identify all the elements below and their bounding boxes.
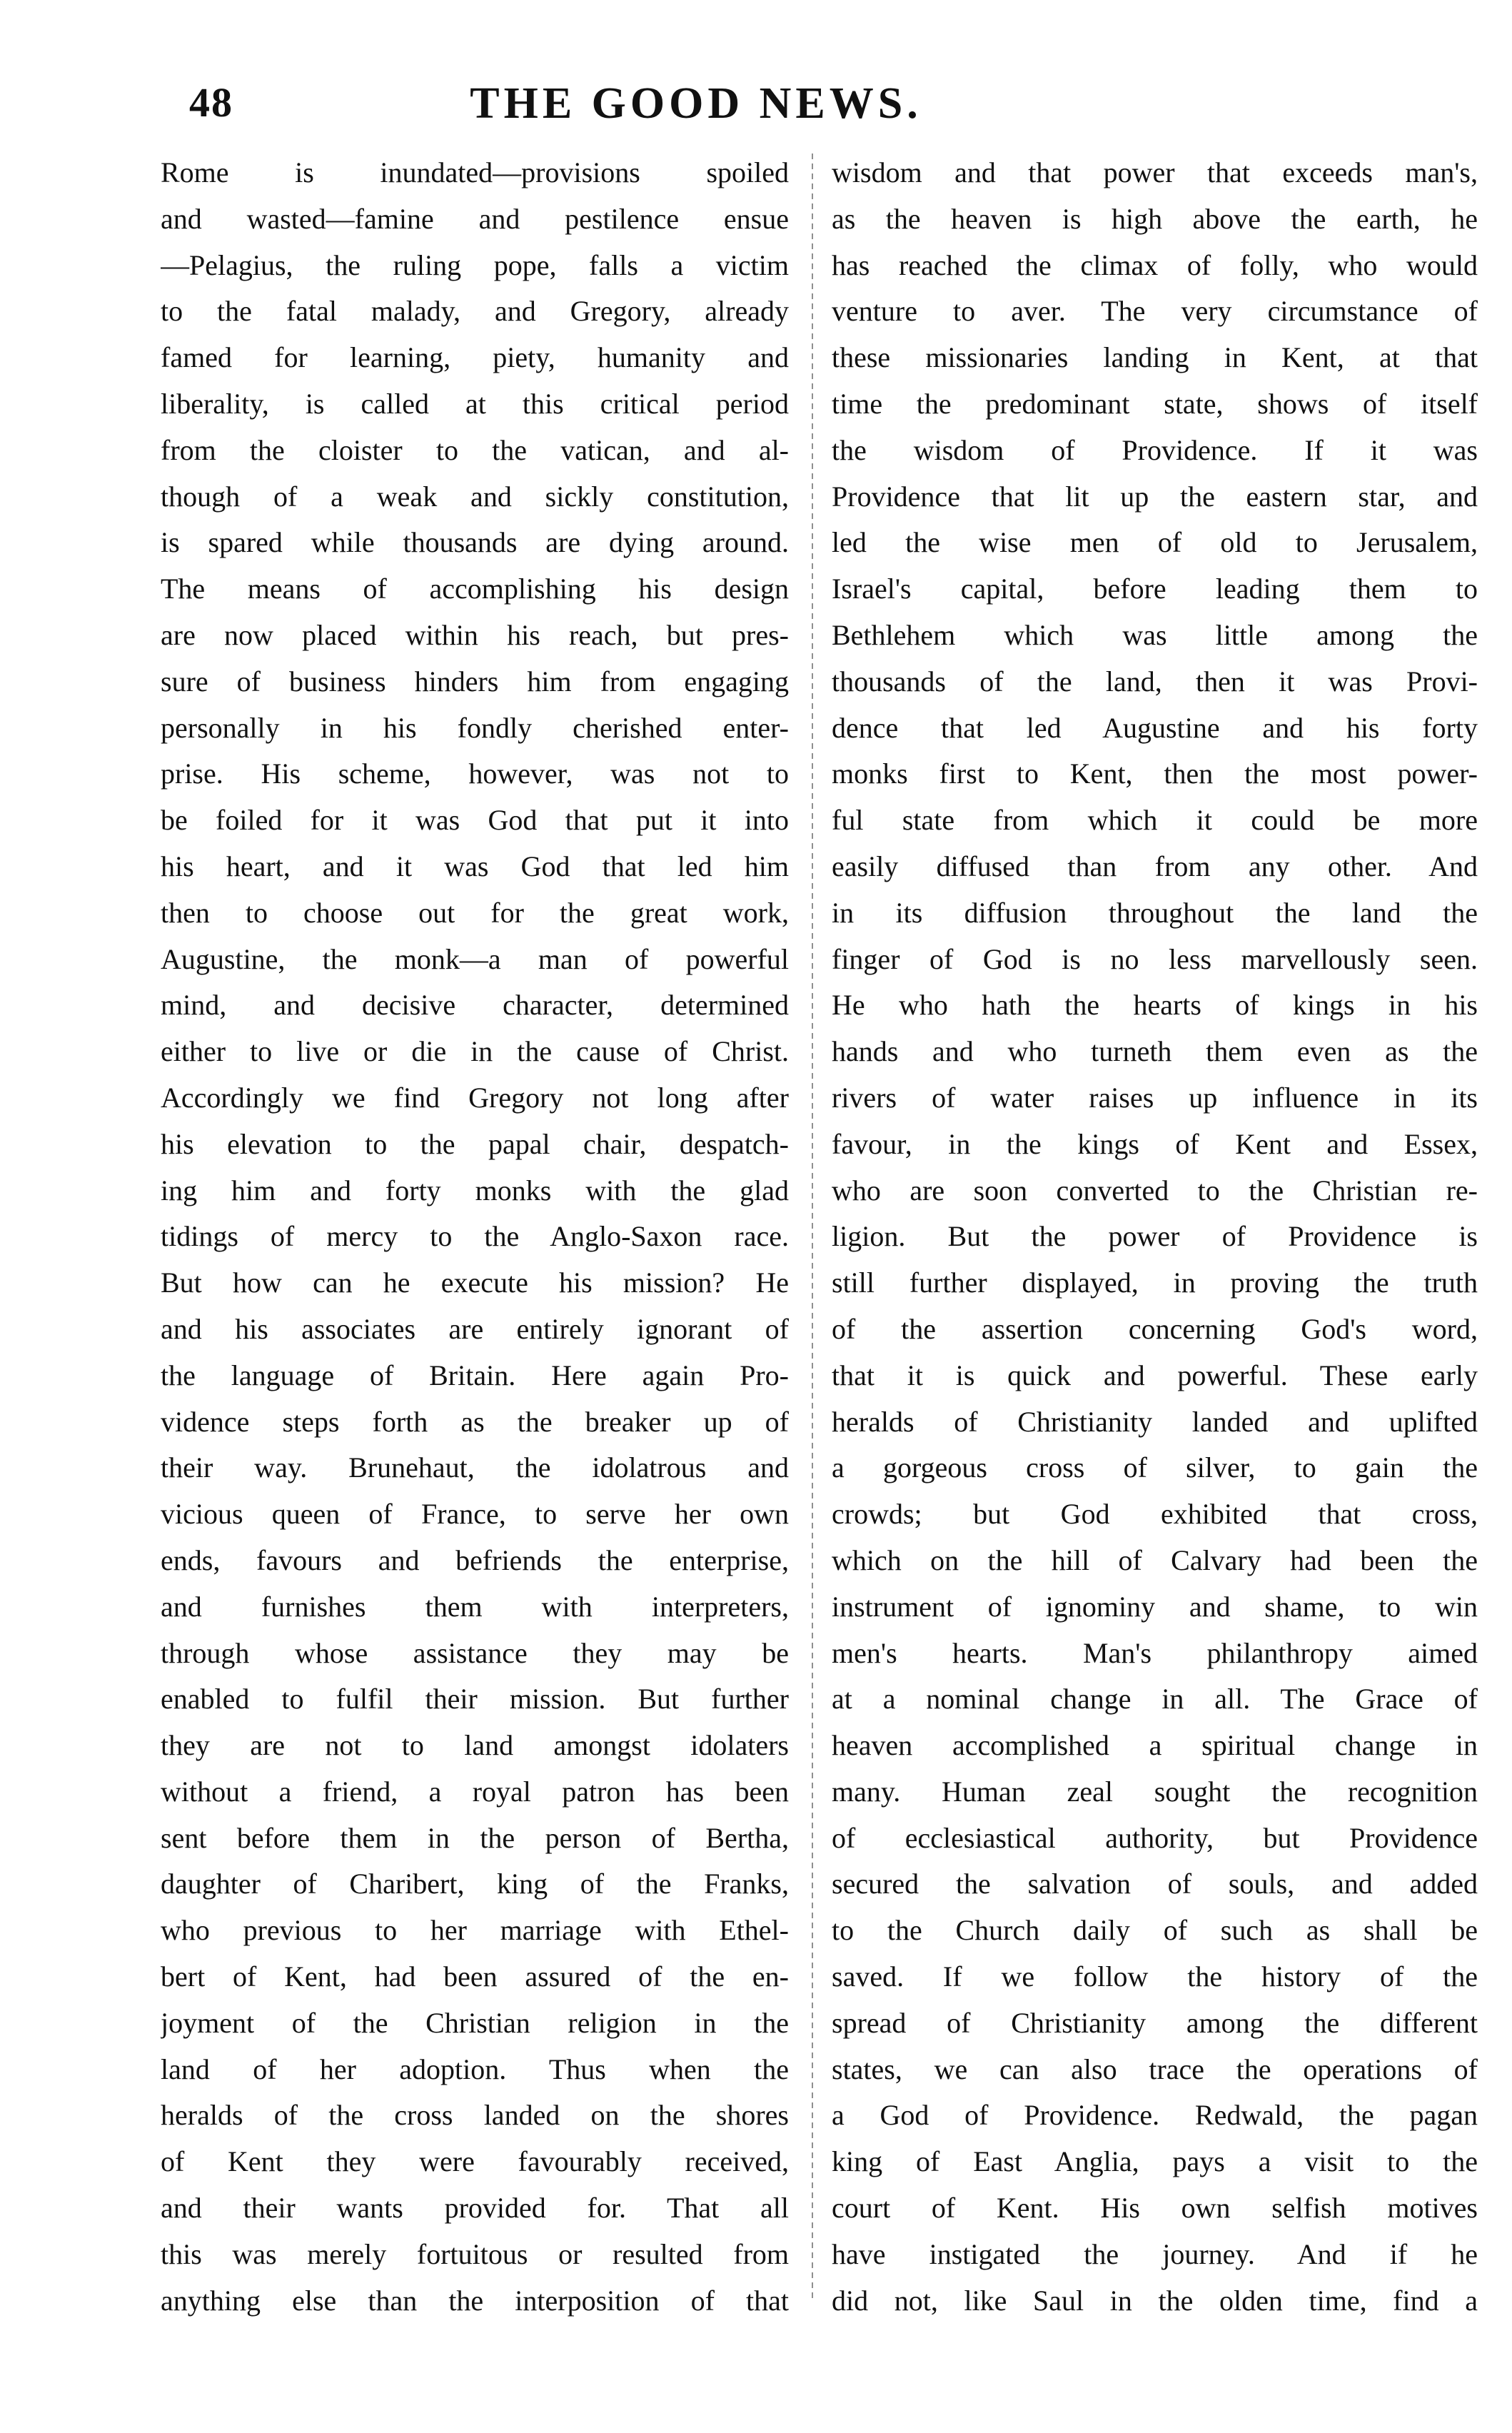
text-line: is spared while thousands are dying around. (161, 526, 789, 559)
text-line: ligion. But the power of Providence is (832, 1220, 1478, 1253)
text-line: they are not to land amongst idolaters (161, 1729, 789, 1762)
text-line: Accordingly we find Gregory not long after (161, 1081, 789, 1114)
text-line: Augustine, the monk—a man of powerful (161, 942, 789, 975)
text-line: men's hearts. Man's philanthropy aimed (832, 1636, 1478, 1669)
page-number: 48 (189, 79, 233, 126)
text-line: many. Human zeal sought the recognition (832, 1775, 1478, 1808)
text-line: But how can he execute his mission? He (161, 1266, 789, 1299)
page-header (182, 79, 1481, 136)
text-line: who are soon converted to the Christian re- (832, 1174, 1478, 1207)
text-line: Providence that lit up the eastern star, and (832, 480, 1478, 513)
text-line: —Pelagius, the ruling pope, falls a victim (161, 248, 789, 281)
text-line: a God of Providence. Redwald, the pagan (832, 2099, 1478, 2132)
text-line: Bethlehem which was little among the (832, 618, 1478, 651)
text-line: personally in his fondly cherished enter- (161, 711, 789, 744)
text-line: and wasted—famine and pestilence ensue (161, 202, 789, 235)
text-line: secured the salvation of souls, and added (832, 1868, 1478, 1900)
text-line: monks first to Kent, then the most power- (832, 757, 1478, 790)
text-line: ends, favours and befriends the enterprise, (161, 1543, 789, 1576)
text-line: then to choose out for the great work, (161, 896, 789, 929)
right-text-column (832, 150, 1478, 2324)
text-line: liberality, is called at this critical period (161, 387, 789, 420)
left-text-column (161, 150, 789, 2324)
text-line: bert of Kent, had been assured of the en- (161, 1960, 789, 1993)
text-line: easily diffused than from any other. And (832, 850, 1478, 882)
text-line: hands and who turneth them even as the (832, 1035, 1478, 1068)
text-line: be foiled for it was God that put it into (161, 804, 789, 837)
text-line: daughter of Charibert, king of the Franks, (161, 1868, 789, 1900)
text-line: to the fatal malady, and Gregory, already (161, 295, 789, 328)
text-line: these missionaries landing in Kent, at that (832, 341, 1478, 374)
text-line: of ecclesiastical authority, but Providence (832, 1821, 1478, 1854)
text-line: and their wants provided for. That all (161, 2192, 789, 2225)
text-line: though of a weak and sickly constitution, (161, 480, 789, 513)
text-line: are now placed within his reach, but pres- (161, 618, 789, 651)
text-line: of Kent they were favourably received, (161, 2145, 789, 2178)
text-line: finger of God is no less marvellously seen. (832, 942, 1478, 975)
text-line: the wisdom of Providence. If it was (832, 433, 1478, 466)
text-line: without a friend, a royal patron has been (161, 1775, 789, 1808)
text-line: either to live or die in the cause of Christ. (161, 1035, 789, 1068)
text-line: of the assertion concerning God's word, (832, 1312, 1478, 1345)
text-line: favour, in the kings of Kent and Essex, (832, 1127, 1478, 1160)
text-line: from the cloister to the vatican, and al- (161, 433, 789, 466)
text-line: prise. His scheme, however, was not to (161, 757, 789, 790)
text-line: time the predominant state, shows of itself (832, 387, 1478, 420)
text-line: spread of Christianity among the different (832, 2006, 1478, 2039)
column-divider (812, 153, 813, 2302)
text-line: his heart, and it was God that led him (161, 850, 789, 882)
text-line: states, we can also trace the operations of (832, 2052, 1478, 2085)
text-line: famed for learning, piety, humanity and (161, 341, 789, 374)
text-line: thousands of the land, then it was Provi- (832, 665, 1478, 697)
text-line: to the Church daily of such as shall be (832, 1914, 1478, 1947)
text-line: that it is quick and powerful. These early (832, 1359, 1478, 1391)
text-line: He who hath the hearts of kings in his (832, 989, 1478, 1022)
running-title: THE GOOD NEWS. (470, 79, 922, 128)
text-line: dence that led Augustine and his forty (832, 711, 1478, 744)
text-line: The means of accomplishing his design (161, 573, 789, 605)
text-line: who previous to her marriage with Ethel- (161, 1914, 789, 1947)
text-line: mind, and decisive character, determined (161, 989, 789, 1022)
text-line: instrument of ignominy and shame, to win (832, 1590, 1478, 1623)
text-line: crowds; but God exhibited that cross, (832, 1498, 1478, 1531)
text-line: the language of Britain. Here again Pro- (161, 1359, 789, 1391)
text-line: and furnishes them with interpreters, (161, 1590, 789, 1623)
text-line: Rome is inundated—provisions spoiled (161, 156, 789, 188)
text-line: and his associates are entirely ignorant of (161, 1312, 789, 1345)
text-line: heralds of Christianity landed and uplifted (832, 1405, 1478, 1438)
text-line: heaven accomplished a spiritual change in (832, 1729, 1478, 1762)
text-line: venture to aver. The very circumstance of (832, 295, 1478, 328)
text-line: wisdom and that power that exceeds man's, (832, 156, 1478, 188)
text-line: vicious queen of France, to serve her own (161, 1498, 789, 1531)
text-line: at a nominal change in all. The Grace of (832, 1683, 1478, 1716)
text-line: ful state from which it could be more (832, 804, 1478, 837)
text-line: in its diffusion throughout the land the (832, 896, 1478, 929)
text-line: saved. If we follow the history of the (832, 1960, 1478, 1993)
text-line: led the wise men of old to Jerusalem, (832, 526, 1478, 559)
text-line: have instigated the journey. And if he (832, 2237, 1478, 2270)
text-line: court of Kent. His own selfish motives (832, 2192, 1478, 2225)
text-line: rivers of water raises up influence in its (832, 1081, 1478, 1114)
text-line: vidence steps forth as the breaker up of (161, 1405, 789, 1438)
text-line: joyment of the Christian religion in the (161, 2006, 789, 2039)
text-line: did not, like Saul in the olden time, find a (832, 2284, 1478, 2317)
text-line: anything else than the interposition of that (161, 2284, 789, 2317)
text-line: ing him and forty monks with the glad (161, 1174, 789, 1207)
text-line: tidings of mercy to the Anglo-Saxon race. (161, 1220, 789, 1253)
text-line: sent before them in the person of Bertha, (161, 1821, 789, 1854)
text-line: king of East Anglia, pays a visit to the (832, 2145, 1478, 2178)
text-line: as the heaven is high above the earth, he (832, 202, 1478, 235)
text-line: land of her adoption. Thus when the (161, 2052, 789, 2085)
text-line: their way. Brunehaut, the idolatrous and (161, 1451, 789, 1484)
text-line: sure of business hinders him from engaging (161, 665, 789, 697)
text-line: Israel's capital, before leading them to (832, 573, 1478, 605)
text-line: this was merely fortuitous or resulted from (161, 2237, 789, 2270)
text-line: has reached the climax of folly, who would (832, 248, 1478, 281)
text-line: his elevation to the papal chair, despatch- (161, 1127, 789, 1160)
text-line: enabled to fulfil their mission. But further (161, 1683, 789, 1716)
text-line: still further displayed, in proving the truth (832, 1266, 1478, 1299)
text-line: a gorgeous cross of silver, to gain the (832, 1451, 1478, 1484)
text-line: which on the hill of Calvary had been the (832, 1543, 1478, 1576)
text-line: heralds of the cross landed on the shores (161, 2099, 789, 2132)
text-line: through whose assistance they may be (161, 1636, 789, 1669)
